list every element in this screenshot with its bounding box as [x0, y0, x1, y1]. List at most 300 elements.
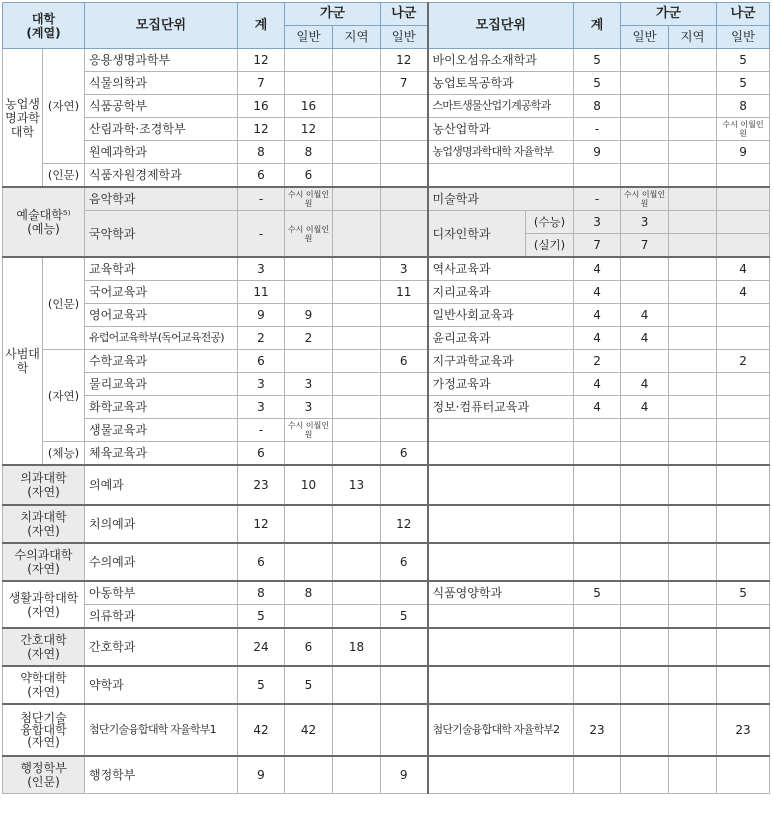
total-cell: 5 [238, 666, 285, 704]
empty-cell [574, 465, 621, 505]
na-general-cell [717, 373, 770, 396]
unit-name: 유럽어교육학부(독어교육전공) [85, 327, 238, 350]
total-cell: 3 [238, 257, 285, 281]
empty-cell [428, 419, 574, 442]
empty-cell [574, 543, 621, 581]
na-general-cell [717, 211, 770, 234]
total-cell: 8 [238, 141, 285, 164]
total-cell: 5 [238, 605, 285, 629]
total-cell: - [238, 419, 285, 442]
ga-regional-cell [669, 234, 717, 258]
na-general-cell [381, 465, 428, 505]
carryover-note: 수시 이월인원 [623, 190, 666, 208]
ga-general-cell [285, 605, 333, 629]
ga-regional-cell [333, 581, 381, 605]
total-cell: - [574, 187, 621, 211]
total-cell: 5 [574, 72, 621, 95]
total-cell: 12 [238, 118, 285, 141]
ga-regional-cell [669, 281, 717, 304]
total-cell: 9 [238, 304, 285, 327]
empty-cell [428, 442, 574, 466]
ga-regional-cell [669, 211, 717, 234]
empty-cell [717, 442, 770, 466]
total-cell: 23 [238, 465, 285, 505]
ga-general-cell [621, 187, 669, 211]
ga-regional-cell [333, 350, 381, 373]
empty-cell [574, 756, 621, 794]
ga-regional-cell [333, 257, 381, 281]
na-general-cell [717, 234, 770, 258]
header-unit-left: 모집단위 [85, 3, 238, 49]
college-arts: 예술대학⁵⁾ (예능) [3, 187, 85, 257]
empty-cell [717, 756, 770, 794]
unit-name: 일반사회교육과 [428, 304, 574, 327]
ga-regional-cell [333, 281, 381, 304]
empty-cell [621, 442, 669, 466]
total-cell: 24 [238, 628, 285, 666]
na-general-cell [381, 628, 428, 666]
total-cell: 4 [574, 257, 621, 281]
unit-name: 산림과학·조경학부 [85, 118, 238, 141]
empty-cell [669, 505, 717, 543]
unit-name: 화학교육과 [85, 396, 238, 419]
college-eco: 생활과학대학 (자연) [3, 581, 85, 628]
college-edu: 사범대학 [3, 257, 43, 465]
category-human: (인문) [43, 257, 85, 350]
empty-cell [574, 164, 621, 188]
na-general-cell: 8 [717, 95, 770, 118]
ga-regional-cell [669, 187, 717, 211]
total-cell: 6 [238, 543, 285, 581]
total-cell: 4 [574, 327, 621, 350]
ga-regional-cell [333, 141, 381, 164]
empty-cell [428, 756, 574, 794]
empty-cell [621, 605, 669, 629]
total-cell: 3 [238, 396, 285, 419]
na-general-cell [381, 373, 428, 396]
na-general-cell [717, 304, 770, 327]
ga-general-cell [285, 72, 333, 95]
total-cell: 5 [574, 49, 621, 72]
ga-regional-cell [669, 704, 717, 756]
ga-regional-cell [333, 95, 381, 118]
empty-cell [574, 505, 621, 543]
header-total-left: 계 [238, 3, 285, 49]
header-general: 일반 [285, 26, 333, 49]
college-dent: 치과대학 (자연) [3, 505, 85, 543]
total-cell: - [238, 211, 285, 258]
empty-cell [717, 419, 770, 442]
na-general-cell [381, 304, 428, 327]
ga-general-cell [285, 257, 333, 281]
carryover-note: 수시 이월인원 [722, 120, 764, 138]
ga-regional-cell [333, 72, 381, 95]
empty-cell [717, 605, 770, 629]
total-cell: 7 [238, 72, 285, 95]
total-cell: 9 [574, 141, 621, 164]
header-ga-right: 가군 [621, 3, 717, 26]
total-cell: 16 [238, 95, 285, 118]
total-cell: - [238, 187, 285, 211]
unit-name: 식품공학부 [85, 95, 238, 118]
ga-general-cell [285, 419, 333, 442]
carryover-note: 수시 이월인원 [287, 224, 330, 243]
unit-name: 물리교육과 [85, 373, 238, 396]
na-general-cell [717, 187, 770, 211]
na-general-cell [381, 141, 428, 164]
ga-regional-cell [333, 543, 381, 581]
ga-regional-cell [669, 257, 717, 281]
college-agri: 농업생명과학대학 [3, 49, 43, 188]
unit-name: 약학과 [85, 666, 238, 704]
na-general-cell: 9 [717, 141, 770, 164]
na-general-cell [381, 327, 428, 350]
ga-regional-cell [333, 164, 381, 188]
empty-cell [717, 543, 770, 581]
na-general-cell: 6 [381, 350, 428, 373]
ga-general-cell [285, 543, 333, 581]
na-general-cell: 11 [381, 281, 428, 304]
ga-regional-cell [333, 327, 381, 350]
ga-general-cell: 5 [285, 666, 333, 704]
unit-name: 교육학과 [85, 257, 238, 281]
ga-general-cell [621, 141, 669, 164]
total-cell: 8 [238, 581, 285, 605]
total-cell: - [574, 118, 621, 141]
unit-name: 디자인학과 [428, 211, 526, 258]
unit-name: 첨단기술융합대학 자율학부1 [85, 704, 238, 756]
ga-general-cell [285, 211, 333, 258]
ga-regional-cell [333, 605, 381, 629]
header-general: 일반 [717, 26, 770, 49]
ga-general-cell: 6 [285, 628, 333, 666]
header-regional: 지역 [669, 26, 717, 49]
ga-general-cell: 3 [621, 211, 669, 234]
empty-cell [428, 543, 574, 581]
na-general-cell [381, 118, 428, 141]
unit-name: 농산업학과 [428, 118, 574, 141]
header-ga-left: 가군 [285, 3, 381, 26]
empty-cell [669, 756, 717, 794]
ga-general-cell [621, 257, 669, 281]
na-general-cell: 12 [381, 49, 428, 72]
ga-general-cell: 8 [285, 141, 333, 164]
ga-general-cell [621, 118, 669, 141]
unit-name: 의류학과 [85, 605, 238, 629]
empty-cell [717, 666, 770, 704]
na-general-cell: 5 [717, 72, 770, 95]
carryover-note: 수시 이월인원 [287, 421, 330, 439]
empty-cell [717, 465, 770, 505]
empty-cell [574, 442, 621, 466]
na-general-cell [717, 327, 770, 350]
total-cell: 2 [574, 350, 621, 373]
empty-cell [669, 628, 717, 666]
ga-regional-cell [333, 49, 381, 72]
total-cell: 12 [238, 505, 285, 543]
ga-regional-cell [669, 49, 717, 72]
empty-cell [428, 465, 574, 505]
header-total-right: 계 [574, 3, 621, 49]
empty-cell [669, 164, 717, 188]
total-cell: 3 [238, 373, 285, 396]
ga-general-cell: 4 [621, 373, 669, 396]
na-general-cell: 6 [381, 442, 428, 466]
total-cell: 6 [238, 164, 285, 188]
empty-cell [428, 628, 574, 666]
college-admin: 행정학부 (인문) [3, 756, 85, 794]
ga-general-cell [285, 187, 333, 211]
ga-regional-cell [333, 396, 381, 419]
total-cell: 12 [238, 49, 285, 72]
empty-cell [574, 605, 621, 629]
ga-regional-cell [669, 304, 717, 327]
admissions-table [2, 2, 770, 794]
empty-cell [428, 164, 574, 188]
header-na-right: 나군 [717, 3, 770, 26]
unit-name: 수의예과 [85, 543, 238, 581]
empty-cell [717, 628, 770, 666]
ga-general-cell: 6 [285, 164, 333, 188]
college-med: 의과대학 (자연) [3, 465, 85, 505]
ga-regional-cell [333, 505, 381, 543]
header-college: 대학 (계열) [3, 3, 85, 49]
ga-general-cell: 3 [285, 373, 333, 396]
ga-general-cell: 42 [285, 704, 333, 756]
ga-general-cell: 4 [621, 304, 669, 327]
ga-general-cell: 10 [285, 465, 333, 505]
na-general-cell: 6 [381, 543, 428, 581]
empty-cell [669, 442, 717, 466]
ga-regional-cell: 13 [333, 465, 381, 505]
header-regional: 지역 [333, 26, 381, 49]
na-general-cell: 5 [717, 49, 770, 72]
na-general-cell: 3 [381, 257, 428, 281]
unit-name: 국악학과 [85, 211, 238, 258]
unit-name: 원예과학과 [85, 141, 238, 164]
ga-general-cell: 2 [285, 327, 333, 350]
na-general-cell: 4 [717, 257, 770, 281]
na-general-cell [381, 211, 428, 258]
carryover-note: 수시 이월인원 [287, 190, 330, 208]
ga-general-cell [621, 49, 669, 72]
na-general-cell: 4 [717, 281, 770, 304]
ga-regional-cell [333, 304, 381, 327]
college-conv: 첨단기술 융합대학 (자연) [3, 704, 85, 756]
ga-general-cell [285, 756, 333, 794]
empty-cell [621, 419, 669, 442]
na-general-cell: 23 [717, 704, 770, 756]
ga-general-cell [285, 350, 333, 373]
empty-cell [621, 666, 669, 704]
empty-cell [621, 543, 669, 581]
ga-general-cell [285, 49, 333, 72]
ga-general-cell: 4 [621, 396, 669, 419]
na-general-cell [381, 581, 428, 605]
unit-name: 바이오섬유소재학과 [428, 49, 574, 72]
empty-cell [621, 505, 669, 543]
ga-general-cell [621, 95, 669, 118]
total-cell: 5 [574, 581, 621, 605]
ga-general-cell: 16 [285, 95, 333, 118]
na-general-cell: 9 [381, 756, 428, 794]
unit-name: 영어교육과 [85, 304, 238, 327]
unit-name: 가정교육과 [428, 373, 574, 396]
total-cell: 4 [574, 396, 621, 419]
ga-regional-cell [333, 211, 381, 258]
total-cell: 4 [574, 373, 621, 396]
category-nature: (자연) [43, 49, 85, 164]
ga-regional-cell [669, 396, 717, 419]
unit-name: 체육교육과 [85, 442, 238, 466]
unit-name: 간호학과 [85, 628, 238, 666]
unit-name: 미술학과 [428, 187, 574, 211]
total-cell: 6 [238, 442, 285, 466]
na-general-cell [717, 396, 770, 419]
empty-cell [574, 628, 621, 666]
total-cell: 8 [574, 95, 621, 118]
ga-general-cell: 12 [285, 118, 333, 141]
na-general-cell [381, 396, 428, 419]
na-general-cell: 5 [381, 605, 428, 629]
unit-name: 수학교육과 [85, 350, 238, 373]
empty-cell [669, 666, 717, 704]
design-track: (수능) [526, 211, 574, 234]
total-cell: 7 [574, 234, 621, 258]
unit-name: 지구과학교육과 [428, 350, 574, 373]
total-cell: 6 [238, 350, 285, 373]
header-na-left: 나군 [381, 3, 428, 26]
ga-regional-cell [669, 373, 717, 396]
total-cell: 4 [574, 304, 621, 327]
unit-name: 스마트생물산업기계공학과 [428, 95, 574, 118]
ga-regional-cell [333, 118, 381, 141]
ga-regional-cell [669, 141, 717, 164]
ga-general-cell [285, 442, 333, 466]
ga-general-cell [621, 72, 669, 95]
ga-regional-cell: 18 [333, 628, 381, 666]
total-cell: 9 [238, 756, 285, 794]
total-cell: 3 [574, 211, 621, 234]
ga-regional-cell [333, 704, 381, 756]
ga-general-cell: 4 [621, 327, 669, 350]
ga-general-cell [621, 350, 669, 373]
design-track: (실기) [526, 234, 574, 258]
total-cell: 23 [574, 704, 621, 756]
unit-name: 식품영양학과 [428, 581, 574, 605]
unit-name: 정보·컴퓨터교육과 [428, 396, 574, 419]
unit-name: 식품자원경제학과 [85, 164, 238, 188]
na-general-cell: 5 [717, 581, 770, 605]
ga-general-cell: 3 [285, 396, 333, 419]
ga-regional-cell [333, 756, 381, 794]
ga-general-cell: 7 [621, 234, 669, 258]
unit-name: 아동학부 [85, 581, 238, 605]
ga-regional-cell [333, 419, 381, 442]
unit-name: 역사교육과 [428, 257, 574, 281]
empty-cell [621, 465, 669, 505]
unit-name: 첨단기술융합대학 자율학부2 [428, 704, 574, 756]
unit-name: 국어교육과 [85, 281, 238, 304]
unit-name: 행정학부 [85, 756, 238, 794]
empty-cell [717, 505, 770, 543]
empty-cell [428, 666, 574, 704]
na-general-cell [381, 187, 428, 211]
unit-name: 의예과 [85, 465, 238, 505]
unit-name: 윤리교육과 [428, 327, 574, 350]
empty-cell [717, 164, 770, 188]
ga-regional-cell [333, 666, 381, 704]
ga-general-cell [621, 704, 669, 756]
total-cell: 11 [238, 281, 285, 304]
na-general-cell: 2 [717, 350, 770, 373]
empty-cell [621, 164, 669, 188]
empty-cell [669, 465, 717, 505]
empty-cell [428, 605, 574, 629]
ga-general-cell: 9 [285, 304, 333, 327]
na-general-cell: 12 [381, 505, 428, 543]
category-nature: (자연) [43, 350, 85, 442]
total-cell: 4 [574, 281, 621, 304]
category-pe: (체능) [43, 442, 85, 466]
ga-general-cell [621, 281, 669, 304]
ga-general-cell [621, 581, 669, 605]
na-general-cell [381, 419, 428, 442]
college-pharm: 약학대학 (자연) [3, 666, 85, 704]
empty-cell [428, 505, 574, 543]
ga-regional-cell [333, 373, 381, 396]
header-general: 일반 [621, 26, 669, 49]
ga-regional-cell [669, 72, 717, 95]
college-vet: 수의과대학 (자연) [3, 543, 85, 581]
college-nurse: 간호대학 (자연) [3, 628, 85, 666]
ga-regional-cell [669, 350, 717, 373]
ga-regional-cell [669, 95, 717, 118]
empty-cell [574, 419, 621, 442]
unit-name: 농업생명과학대학 자율학부 [428, 141, 574, 164]
ga-general-cell [285, 281, 333, 304]
na-general-cell [381, 704, 428, 756]
total-cell: 2 [238, 327, 285, 350]
na-general-cell [717, 118, 770, 141]
unit-name: 지리교육과 [428, 281, 574, 304]
ga-regional-cell [669, 581, 717, 605]
empty-cell [621, 756, 669, 794]
empty-cell [669, 419, 717, 442]
na-general-cell [381, 95, 428, 118]
na-general-cell: 7 [381, 72, 428, 95]
unit-name: 농업토목공학과 [428, 72, 574, 95]
ga-regional-cell [669, 118, 717, 141]
category-human: (인문) [43, 164, 85, 188]
unit-name: 생물교육과 [85, 419, 238, 442]
unit-name: 음악학과 [85, 187, 238, 211]
ga-general-cell [285, 505, 333, 543]
unit-name: 치의예과 [85, 505, 238, 543]
empty-cell [574, 666, 621, 704]
empty-cell [669, 543, 717, 581]
ga-regional-cell [333, 442, 381, 466]
ga-general-cell: 8 [285, 581, 333, 605]
ga-regional-cell [669, 327, 717, 350]
unit-name: 식물의학과 [85, 72, 238, 95]
ga-regional-cell [333, 187, 381, 211]
empty-cell [621, 628, 669, 666]
na-general-cell [381, 164, 428, 188]
header-general: 일반 [381, 26, 428, 49]
header-unit-right: 모집단위 [428, 3, 574, 49]
na-general-cell [381, 666, 428, 704]
